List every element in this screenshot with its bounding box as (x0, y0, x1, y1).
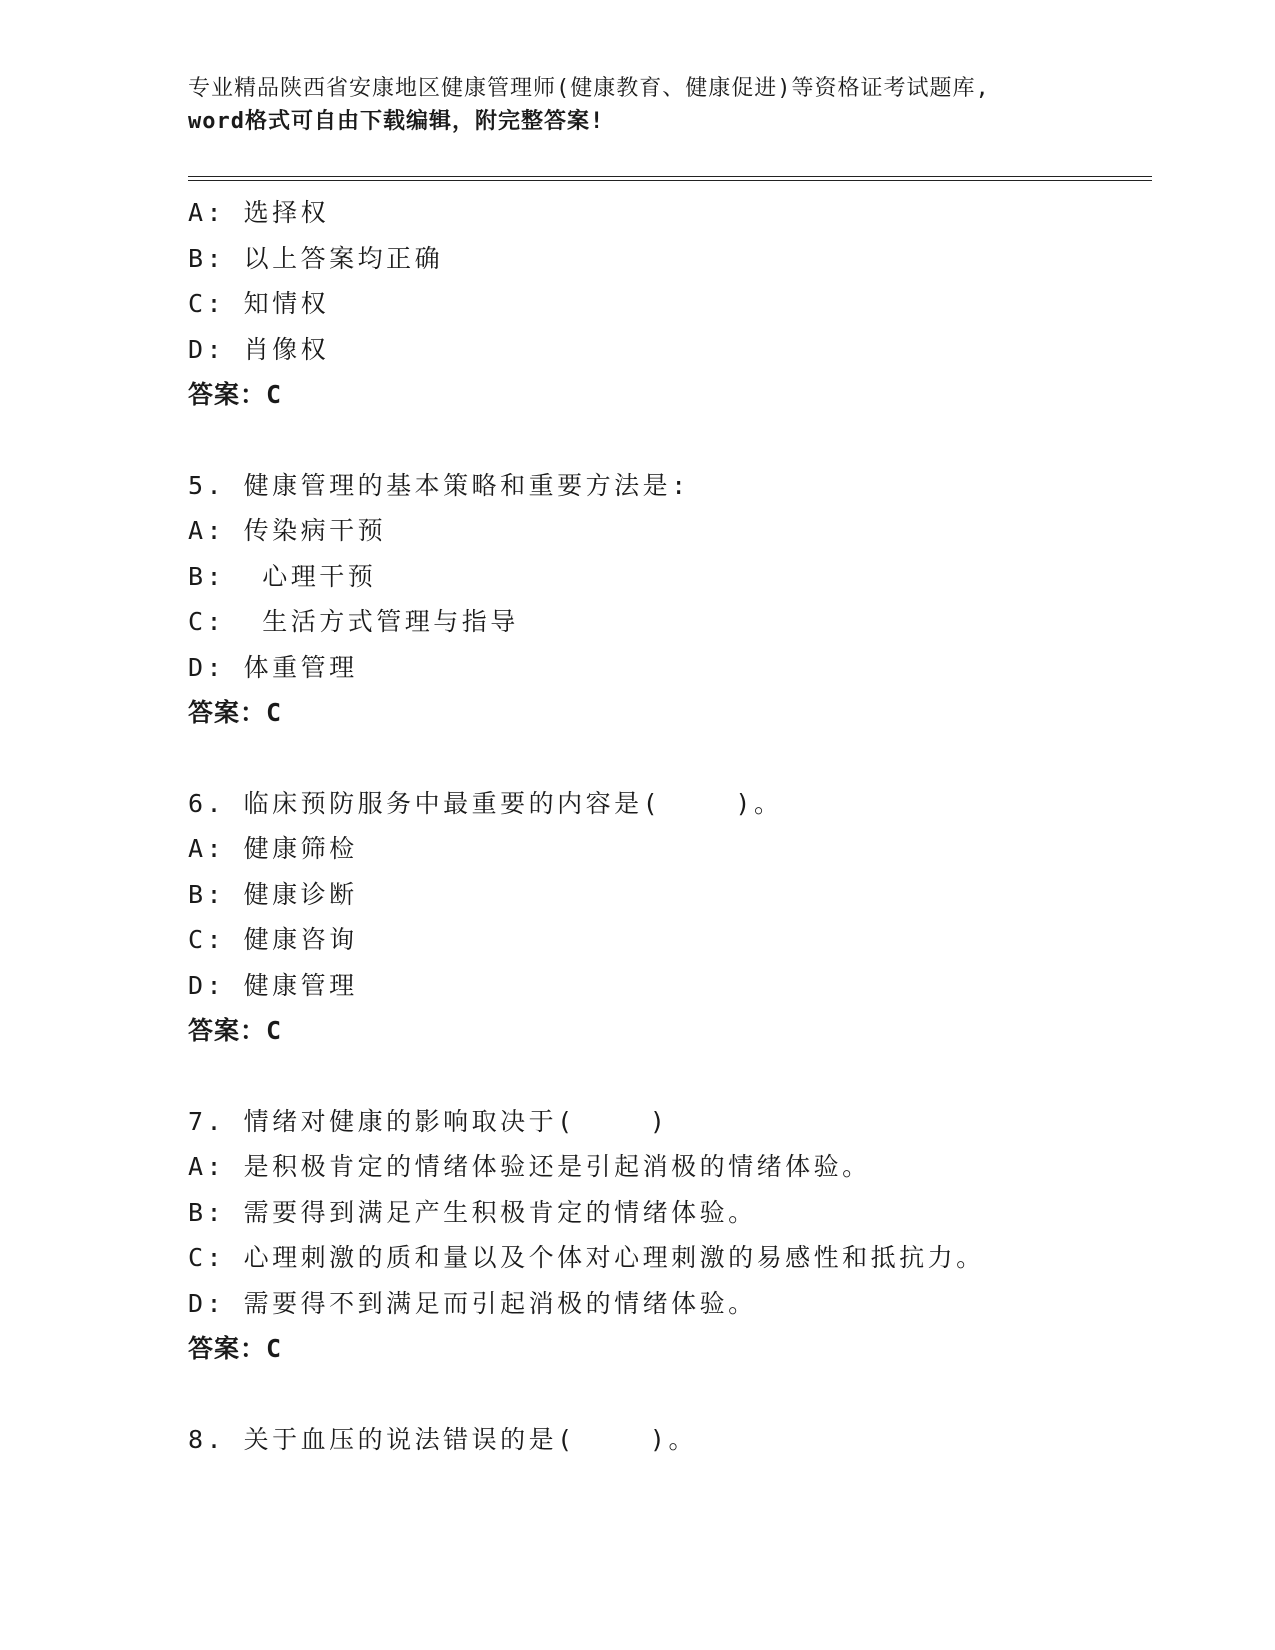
option-c: C: 生活方式管理与指导 (188, 607, 519, 636)
question-6-block (188, 781, 1148, 1054)
question-5-block (188, 463, 1148, 736)
question-text: 6. 临床预防服务中最重要的内容是( )。 (188, 788, 783, 818)
option-a: A: 传染病干预 (188, 516, 387, 545)
answer: 答案：C (188, 380, 283, 409)
question-4-block (188, 190, 1148, 418)
question-text: 7. 情绪对健康的影响取决于( ) (188, 1106, 669, 1136)
spacer (188, 418, 1148, 463)
option-b: B: 需要得到满足产生积极肯定的情绪体验。 (188, 1197, 757, 1227)
option-a: A: 健康筛检 (188, 834, 358, 863)
spacer (188, 736, 1148, 781)
option-b: B: 心理干预 (188, 561, 377, 591)
header-line-1: 专业精品陕西省安康地区健康管理师(健康教育、健康促进)等资格证考试题库, (188, 76, 990, 101)
option-b: B: 健康诊断 (188, 879, 358, 909)
spacer (188, 1054, 1148, 1099)
answer: 答案：C (188, 1334, 283, 1363)
header-divider (188, 176, 1152, 181)
option-d: D: 肖像权 (188, 334, 330, 364)
question-8-block (188, 1417, 1148, 1463)
answer: 答案：C (188, 1016, 283, 1045)
option-a: A: 选择权 (188, 198, 330, 227)
option-c: C: 知情权 (188, 289, 330, 318)
question-7-block (188, 1099, 1148, 1372)
question-text: 8. 关于血压的说法错误的是( )。 (188, 1424, 697, 1454)
option-a: A: 是积极肯定的情绪体验还是引起消极的情绪体验。 (188, 1152, 871, 1181)
option-d: D: 健康管理 (188, 970, 358, 1000)
option-d: D: 需要得不到满足而引起消极的情绪体验。 (188, 1288, 757, 1318)
answer: 答案：C (188, 698, 283, 727)
option-c: C: 心理刺激的质和量以及个体对心理刺激的易感性和抵抗力。 (188, 1243, 985, 1272)
document-header (188, 72, 1088, 138)
option-d: D: 体重管理 (188, 652, 358, 682)
question-text: 5. 健康管理的基本策略和重要方法是: (188, 470, 690, 500)
option-b: B: 以上答案均正确 (188, 243, 444, 273)
option-c: C: 健康咨询 (188, 925, 358, 954)
header-line-2: word格式可自由下载编辑，附完整答案! (188, 109, 605, 134)
spacer (188, 1372, 1148, 1417)
question-list (188, 190, 1148, 1462)
